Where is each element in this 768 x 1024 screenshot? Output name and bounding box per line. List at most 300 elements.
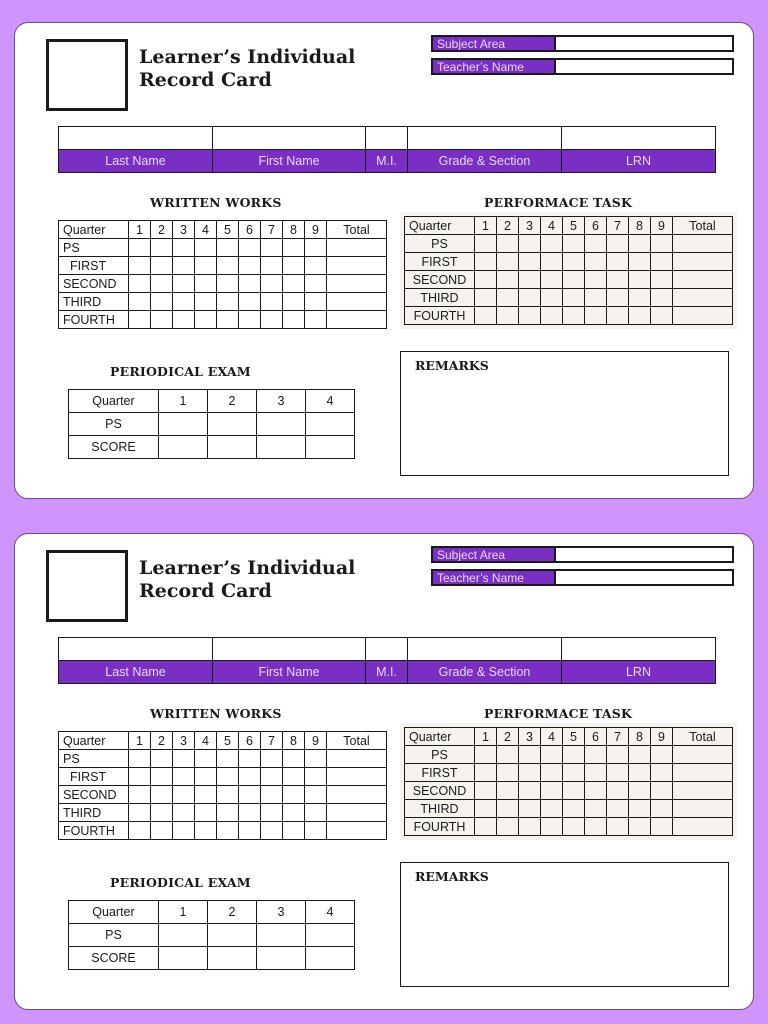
score-cell[interactable] (651, 235, 673, 253)
score-cell[interactable] (261, 293, 283, 311)
column-header-1: 1 (129, 732, 151, 750)
score-cell[interactable] (541, 818, 563, 836)
column-header-9: 9 (305, 732, 327, 750)
table-row (405, 818, 733, 836)
score-cell[interactable] (519, 253, 541, 271)
lrn-field[interactable] (562, 127, 716, 150)
score-cell[interactable] (239, 311, 261, 329)
score-cell[interactable] (261, 257, 283, 275)
photo-box[interactable] (46, 39, 128, 111)
table-header-row (405, 217, 733, 235)
score-cell[interactable] (305, 804, 327, 822)
score-cell[interactable] (585, 235, 607, 253)
score-cell[interactable] (305, 786, 327, 804)
score-cell[interactable] (519, 800, 541, 818)
score-cell[interactable] (217, 275, 239, 293)
score-cell[interactable] (475, 271, 497, 289)
score-cell[interactable] (497, 782, 519, 800)
score-cell[interactable] (651, 818, 673, 836)
score-cell[interactable] (607, 271, 629, 289)
column-header-1: 1 (475, 728, 497, 746)
score-cell[interactable] (129, 293, 151, 311)
score-cell[interactable] (151, 786, 173, 804)
score-cell[interactable] (159, 947, 208, 970)
score-cell[interactable] (541, 764, 563, 782)
teacher-name-row (431, 58, 734, 75)
score-cell[interactable] (673, 800, 733, 818)
score-cell[interactable] (497, 253, 519, 271)
score-cell[interactable] (519, 746, 541, 764)
column-header-6: 6 (239, 732, 261, 750)
score-cell[interactable] (283, 786, 305, 804)
table-row (59, 275, 387, 293)
score-cell[interactable] (217, 311, 239, 329)
table-header-row (405, 728, 733, 746)
score-cell[interactable] (629, 746, 651, 764)
score-cell[interactable] (475, 235, 497, 253)
score-cell[interactable] (497, 800, 519, 818)
column-header-3: 3 (173, 732, 195, 750)
score-cell[interactable] (217, 786, 239, 804)
score-cell[interactable] (195, 275, 217, 293)
column-header-8: 8 (283, 221, 305, 239)
score-cell[interactable] (607, 746, 629, 764)
score-cell[interactable] (673, 289, 733, 307)
score-cell[interactable] (261, 311, 283, 329)
score-cell[interactable] (629, 271, 651, 289)
score-cell[interactable] (305, 275, 327, 293)
score-cell[interactable] (327, 768, 387, 786)
row-label: PS (69, 413, 159, 436)
score-cell[interactable] (151, 257, 173, 275)
score-cell[interactable] (239, 786, 261, 804)
score-cell[interactable] (541, 289, 563, 307)
score-cell[interactable] (306, 947, 355, 970)
score-cell[interactable] (283, 768, 305, 786)
score-cell[interactable] (497, 271, 519, 289)
score-cell[interactable] (327, 822, 387, 840)
score-cell[interactable] (173, 311, 195, 329)
score-cell[interactable] (497, 818, 519, 836)
performance-task-title: PERFORMACE TASK (484, 706, 633, 721)
score-cell[interactable] (173, 293, 195, 311)
periodical-exam-title: PERIODICAL EXAM (110, 364, 251, 379)
score-cell[interactable] (239, 257, 261, 275)
score-cell[interactable] (305, 822, 327, 840)
score-cell[interactable] (475, 800, 497, 818)
score-cell[interactable] (159, 924, 208, 947)
score-cell[interactable] (217, 768, 239, 786)
score-cell[interactable] (195, 786, 217, 804)
last-name-field[interactable] (59, 127, 213, 150)
score-cell[interactable] (305, 257, 327, 275)
performance-task-table (404, 216, 733, 325)
photo-box[interactable] (46, 550, 128, 622)
score-cell[interactable] (541, 235, 563, 253)
column-header-9: 9 (651, 728, 673, 746)
score-cell[interactable] (239, 768, 261, 786)
score-cell[interactable] (257, 947, 306, 970)
score-cell[interactable] (217, 239, 239, 257)
score-cell[interactable] (257, 924, 306, 947)
score-cell[interactable] (195, 311, 217, 329)
score-cell[interactable] (497, 746, 519, 764)
score-cell[interactable] (497, 764, 519, 782)
score-cell[interactable] (327, 804, 387, 822)
score-cell[interactable] (673, 818, 733, 836)
score-cell[interactable] (673, 235, 733, 253)
score-cell[interactable] (563, 307, 585, 325)
score-cell[interactable] (173, 804, 195, 822)
score-cell[interactable] (475, 307, 497, 325)
score-cell[interactable] (173, 239, 195, 257)
score-cell[interactable] (283, 311, 305, 329)
score-cell[interactable] (151, 768, 173, 786)
score-cell[interactable] (607, 289, 629, 307)
written-works-title: WRITTEN WORKS (150, 195, 282, 210)
score-cell[interactable] (261, 239, 283, 257)
score-cell[interactable] (173, 750, 195, 768)
score-cell[interactable] (327, 257, 387, 275)
table-row (59, 822, 387, 840)
row-label: THIRD (405, 289, 475, 307)
score-cell[interactable] (475, 289, 497, 307)
score-cell[interactable] (283, 293, 305, 311)
score-cell[interactable] (195, 239, 217, 257)
middle-initial-field[interactable] (366, 638, 408, 661)
column-header-3: 3 (519, 728, 541, 746)
score-cell[interactable] (151, 822, 173, 840)
score-cell[interactable] (327, 293, 387, 311)
score-cell[interactable] (129, 275, 151, 293)
score-cell[interactable] (261, 822, 283, 840)
score-cell[interactable] (305, 293, 327, 311)
score-cell[interactable] (283, 822, 305, 840)
score-cell[interactable] (541, 746, 563, 764)
score-cell[interactable] (327, 239, 387, 257)
score-cell[interactable] (257, 436, 306, 459)
row-label: SECOND (405, 782, 475, 800)
score-cell[interactable] (261, 786, 283, 804)
written-works-title: WRITTEN WORKS (150, 706, 282, 721)
score-cell[interactable] (151, 239, 173, 257)
score-cell[interactable] (475, 764, 497, 782)
teacher-name-field[interactable] (556, 58, 734, 75)
score-cell[interactable] (195, 750, 217, 768)
score-cell[interactable] (257, 413, 306, 436)
column-header-5: 5 (217, 732, 239, 750)
score-cell[interactable] (151, 275, 173, 293)
last-name-label: Last Name (59, 150, 213, 173)
score-cell[interactable] (217, 804, 239, 822)
score-cell[interactable] (585, 307, 607, 325)
score-cell[interactable] (261, 804, 283, 822)
score-cell[interactable] (129, 257, 151, 275)
score-cell[interactable] (585, 782, 607, 800)
score-cell[interactable] (283, 257, 305, 275)
score-cell[interactable] (129, 239, 151, 257)
score-cell[interactable] (651, 289, 673, 307)
score-cell[interactable] (173, 275, 195, 293)
score-cell[interactable] (327, 750, 387, 768)
teacher-name-label: Teacher’s Name (431, 58, 556, 75)
column-header-3: 3 (257, 390, 306, 413)
score-cell[interactable] (519, 782, 541, 800)
score-cell[interactable] (563, 271, 585, 289)
score-cell[interactable] (585, 818, 607, 836)
written-works-table (58, 731, 387, 840)
score-cell[interactable] (195, 293, 217, 311)
score-cell[interactable] (208, 924, 257, 947)
row-label: PS (59, 239, 129, 257)
subject-area-field[interactable] (556, 546, 734, 563)
lrn-field[interactable] (562, 638, 716, 661)
score-cell[interactable] (563, 235, 585, 253)
score-cell[interactable] (629, 307, 651, 325)
column-header-6: 6 (585, 728, 607, 746)
score-cell[interactable] (261, 768, 283, 786)
column-header-4: 4 (306, 901, 355, 924)
score-cell[interactable] (283, 750, 305, 768)
score-cell[interactable] (651, 800, 673, 818)
score-cell[interactable] (497, 235, 519, 253)
score-cell[interactable] (475, 746, 497, 764)
score-cell[interactable] (129, 822, 151, 840)
score-cell[interactable] (673, 746, 733, 764)
score-cell[interactable] (497, 307, 519, 325)
score-cell[interactable] (217, 293, 239, 311)
score-cell[interactable] (519, 764, 541, 782)
score-cell[interactable] (563, 289, 585, 307)
row-label: SCORE (69, 436, 159, 459)
score-cell[interactable] (651, 271, 673, 289)
score-cell[interactable] (283, 275, 305, 293)
score-cell[interactable] (651, 764, 673, 782)
score-cell[interactable] (519, 818, 541, 836)
lrn-label: LRN (562, 661, 716, 684)
score-cell[interactable] (217, 257, 239, 275)
remarks-box[interactable] (400, 862, 729, 987)
score-cell[interactable] (673, 782, 733, 800)
score-cell[interactable] (629, 800, 651, 818)
score-cell[interactable] (195, 768, 217, 786)
score-cell[interactable] (673, 253, 733, 271)
score-cell[interactable] (195, 257, 217, 275)
score-cell[interactable] (305, 239, 327, 257)
middle-initial-field[interactable] (366, 127, 408, 150)
score-cell[interactable] (651, 782, 673, 800)
column-header-4: 4 (306, 390, 355, 413)
score-cell[interactable] (129, 768, 151, 786)
score-cell[interactable] (585, 800, 607, 818)
score-cell[interactable] (585, 271, 607, 289)
score-cell[interactable] (563, 782, 585, 800)
score-cell[interactable] (629, 289, 651, 307)
score-cell[interactable] (217, 822, 239, 840)
card-title-line-2: Record Card (139, 69, 272, 91)
score-cell[interactable] (541, 253, 563, 271)
score-cell[interactable] (585, 764, 607, 782)
score-cell[interactable] (208, 413, 257, 436)
card-title-line-1: Learner’s Individual (139, 46, 356, 68)
score-cell[interactable] (629, 235, 651, 253)
score-cell[interactable] (651, 307, 673, 325)
last-name-label: Last Name (59, 661, 213, 684)
table-row (59, 239, 387, 257)
column-header-1: 1 (159, 901, 208, 924)
score-cell[interactable] (151, 750, 173, 768)
score-cell[interactable] (239, 293, 261, 311)
table-row (405, 307, 733, 325)
score-cell[interactable] (261, 750, 283, 768)
score-cell[interactable] (607, 818, 629, 836)
score-cell[interactable] (563, 253, 585, 271)
score-cell[interactable] (306, 924, 355, 947)
record-card-2 (14, 533, 754, 1010)
column-header-1: 1 (129, 221, 151, 239)
score-cell[interactable] (629, 782, 651, 800)
score-cell[interactable] (173, 786, 195, 804)
score-cell[interactable] (563, 800, 585, 818)
score-cell[interactable] (585, 289, 607, 307)
score-cell[interactable] (261, 275, 283, 293)
score-cell[interactable] (585, 253, 607, 271)
score-cell[interactable] (673, 271, 733, 289)
score-cell[interactable] (497, 289, 519, 307)
table-header-row (69, 901, 355, 924)
score-cell[interactable] (607, 764, 629, 782)
lrn-label: LRN (562, 150, 716, 173)
row-label: SCORE (69, 947, 159, 970)
teacher-name-field[interactable] (556, 569, 734, 586)
score-cell[interactable] (585, 746, 607, 764)
score-cell[interactable] (327, 311, 387, 329)
column-header-2: 2 (151, 221, 173, 239)
score-cell[interactable] (607, 782, 629, 800)
score-cell[interactable] (475, 253, 497, 271)
score-cell[interactable] (151, 804, 173, 822)
score-cell[interactable] (239, 750, 261, 768)
score-cell[interactable] (129, 786, 151, 804)
score-cell[interactable] (563, 764, 585, 782)
remarks-box[interactable] (400, 351, 729, 476)
row-label: FIRST (405, 253, 475, 271)
column-header-3: 3 (173, 221, 195, 239)
score-cell[interactable] (306, 436, 355, 459)
performance-task-panel (400, 723, 737, 840)
table-row (69, 947, 355, 970)
score-cell[interactable] (239, 804, 261, 822)
score-cell[interactable] (159, 436, 208, 459)
score-cell[interactable] (306, 413, 355, 436)
score-cell[interactable] (208, 947, 257, 970)
score-cell[interactable] (327, 275, 387, 293)
score-cell[interactable] (239, 275, 261, 293)
score-cell[interactable] (195, 804, 217, 822)
teacher-name-row (431, 569, 734, 586)
table-row (405, 271, 733, 289)
first-name-field[interactable] (213, 127, 366, 150)
score-cell[interactable] (563, 818, 585, 836)
score-cell[interactable] (195, 822, 217, 840)
score-cell[interactable] (151, 293, 173, 311)
score-cell[interactable] (519, 271, 541, 289)
score-cell[interactable] (129, 750, 151, 768)
score-cell[interactable] (519, 289, 541, 307)
score-cell[interactable] (629, 253, 651, 271)
score-cell[interactable] (541, 800, 563, 818)
card-title (139, 46, 355, 92)
score-cell[interactable] (541, 307, 563, 325)
score-cell[interactable] (629, 764, 651, 782)
score-cell[interactable] (475, 782, 497, 800)
grade-section-field[interactable] (408, 638, 562, 661)
score-cell[interactable] (208, 436, 257, 459)
column-header-4: 4 (195, 732, 217, 750)
row-label: PS (405, 746, 475, 764)
score-cell[interactable] (651, 253, 673, 271)
score-cell[interactable] (129, 804, 151, 822)
score-cell[interactable] (607, 253, 629, 271)
row-label: FIRST (59, 768, 129, 786)
score-cell[interactable] (173, 257, 195, 275)
score-cell[interactable] (327, 786, 387, 804)
score-cell[interactable] (129, 311, 151, 329)
score-cell[interactable] (541, 782, 563, 800)
score-cell[interactable] (159, 413, 208, 436)
score-cell[interactable] (607, 235, 629, 253)
grade-section-field[interactable] (408, 127, 562, 150)
first-name-field[interactable] (213, 638, 366, 661)
score-cell[interactable] (305, 768, 327, 786)
subject-area-field[interactable] (556, 35, 734, 52)
column-header-2: 2 (497, 217, 519, 235)
score-cell[interactable] (563, 746, 585, 764)
score-cell[interactable] (173, 822, 195, 840)
score-cell[interactable] (173, 768, 195, 786)
learner-name-table (58, 637, 716, 684)
score-cell[interactable] (673, 764, 733, 782)
column-header-3: 3 (257, 901, 306, 924)
score-cell[interactable] (519, 307, 541, 325)
table-row (59, 293, 387, 311)
score-cell[interactable] (673, 307, 733, 325)
score-cell[interactable] (239, 822, 261, 840)
teacher-name-label: Teacher’s Name (431, 569, 556, 586)
score-cell[interactable] (607, 307, 629, 325)
row-label: THIRD (59, 804, 129, 822)
last-name-field[interactable] (59, 638, 213, 661)
performance-task-title: PERFORMACE TASK (484, 195, 633, 210)
score-cell[interactable] (651, 746, 673, 764)
score-cell[interactable] (519, 235, 541, 253)
column-header-2: 2 (497, 728, 519, 746)
table-row (59, 750, 387, 768)
score-cell[interactable] (283, 804, 305, 822)
score-cell[interactable] (305, 311, 327, 329)
score-cell[interactable] (283, 239, 305, 257)
score-cell[interactable] (217, 750, 239, 768)
score-cell[interactable] (629, 818, 651, 836)
score-cell[interactable] (607, 800, 629, 818)
score-cell[interactable] (475, 818, 497, 836)
column-header-8: 8 (629, 217, 651, 235)
score-cell[interactable] (305, 750, 327, 768)
score-cell[interactable] (151, 311, 173, 329)
score-cell[interactable] (541, 271, 563, 289)
score-cell[interactable] (239, 239, 261, 257)
table-row (59, 804, 387, 822)
